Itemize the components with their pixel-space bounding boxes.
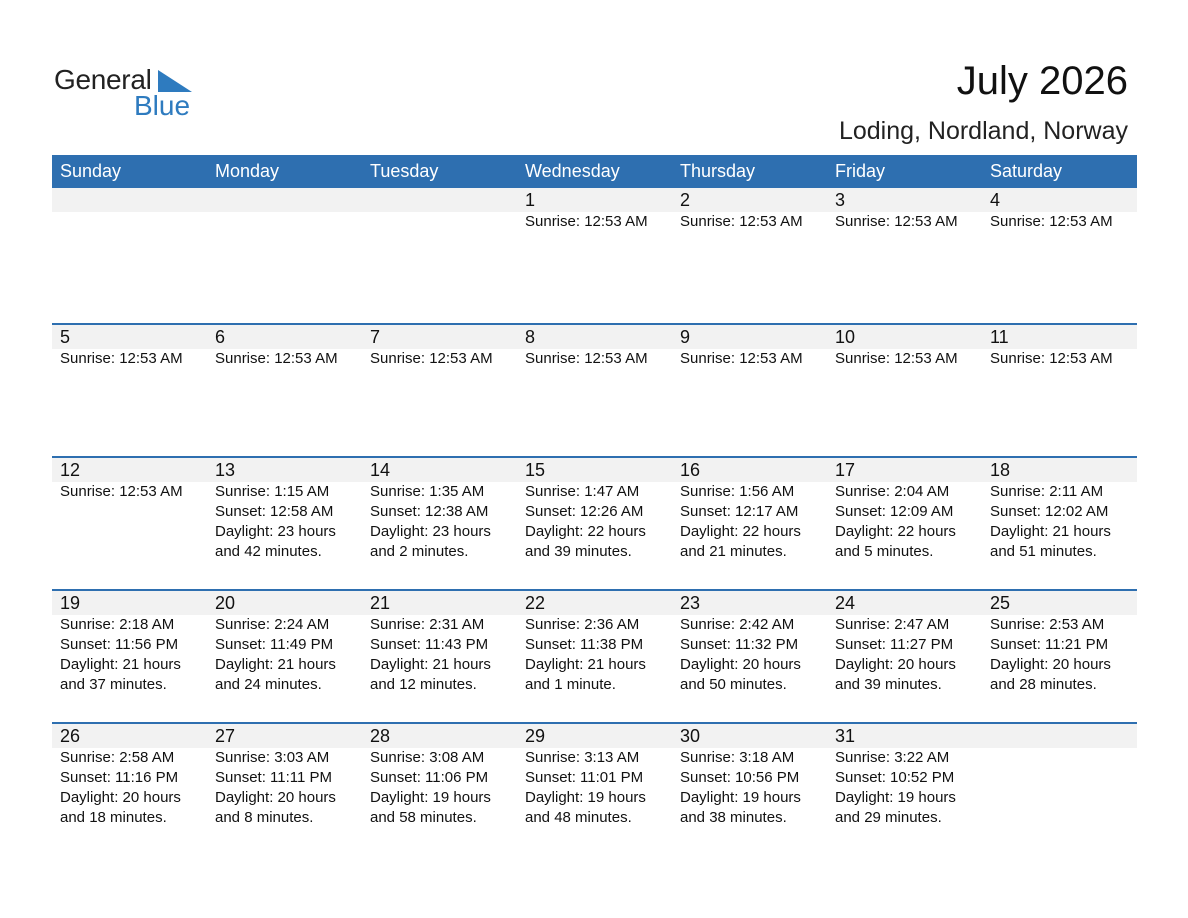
day-sunrise-text: Sunrise: 1:35 AM — [370, 483, 485, 500]
day-number: 28 — [370, 726, 391, 746]
day-sunrise-text: Sunrise: 2:53 AM — [990, 616, 1105, 633]
day-daylight1-text: Daylight: 22 hours — [525, 523, 646, 540]
day-sunset-text: Sunset: 10:56 PM — [680, 769, 800, 786]
day-sunset-text: Sunset: 11:11 PM — [215, 769, 333, 786]
day-cell — [362, 325, 517, 369]
day-sunrise-text: Sunrise: 1:15 AM — [215, 483, 330, 500]
day-number: 11 — [990, 327, 1009, 347]
day-number: 4 — [990, 190, 1001, 210]
day-number: 12 — [60, 460, 81, 480]
day-daylight1-text: Daylight: 20 hours — [990, 656, 1111, 673]
day-sunrise-text: Sunrise: 3:03 AM — [215, 749, 330, 766]
day-daylight2-text: and 48 minutes. — [525, 809, 632, 826]
day-number: 2 — [680, 190, 691, 210]
day-cell — [207, 325, 362, 369]
day-cell — [52, 325, 207, 369]
day-sunrise-text: Sunrise: 12:53 AM — [215, 350, 338, 367]
day-sunrise-text: Sunrise: 2:11 AM — [990, 483, 1104, 500]
day-sunset-text: Sunset: 11:01 PM — [525, 769, 644, 786]
day-number — [370, 188, 517, 212]
day-number: 31 — [835, 726, 856, 746]
day-number — [215, 188, 362, 212]
day-number: 26 — [60, 726, 81, 746]
day-sunset-text: Sunset: 11:32 PM — [680, 636, 799, 653]
day-sunrise-text: Sunrise: 12:53 AM — [835, 350, 958, 367]
day-sunrise-text: Sunrise: 12:53 AM — [60, 483, 183, 500]
day-number: 21 — [370, 593, 391, 613]
weekday-header: Saturday — [990, 161, 1063, 181]
day-number: 14 — [370, 460, 391, 480]
week-cells — [52, 591, 1137, 695]
day-daylight1-text: Daylight: 19 hours — [835, 789, 956, 806]
day-sunrise-text: Sunrise: 12:53 AM — [990, 213, 1113, 230]
day-number: 23 — [680, 593, 701, 613]
day-number: 3 — [835, 190, 846, 210]
day-number: 10 — [835, 327, 856, 347]
day-daylight1-text: Daylight: 23 hours — [370, 523, 491, 540]
logo-triangle-icon — [158, 70, 192, 92]
day-cell — [982, 591, 1137, 695]
day-daylight2-text: and 38 minutes. — [680, 809, 787, 826]
day-daylight2-text: and 29 minutes. — [835, 809, 942, 826]
day-sunrise-text: Sunrise: 12:53 AM — [60, 350, 183, 367]
weekday-header: Friday — [835, 161, 886, 181]
calendar-grid — [52, 155, 1137, 855]
day-daylight1-text: Daylight: 20 hours — [835, 656, 956, 673]
day-cell — [517, 591, 672, 695]
day-sunset-text: Sunset: 12:17 AM — [680, 503, 799, 520]
day-sunset-text: Sunset: 12:26 AM — [525, 503, 644, 520]
day-daylight2-text: and 58 minutes. — [370, 809, 477, 826]
day-cell — [517, 458, 672, 562]
day-sunrise-text: Sunrise: 12:53 AM — [680, 213, 803, 230]
day-cell — [517, 325, 672, 369]
day-number: 24 — [835, 593, 856, 613]
day-sunset-text: Sunset: 11:49 PM — [215, 636, 334, 653]
week-cells — [52, 188, 1137, 232]
day-cell — [827, 724, 982, 828]
day-number: 30 — [680, 726, 701, 746]
weekday-header: Tuesday — [370, 161, 439, 181]
day-cell — [827, 591, 982, 695]
day-cell — [827, 188, 982, 232]
day-cell — [982, 458, 1137, 562]
day-cell — [52, 188, 207, 232]
day-cell — [827, 325, 982, 369]
weekday-header-row — [52, 155, 1137, 188]
day-sunrise-text: Sunrise: 3:08 AM — [370, 749, 485, 766]
day-sunrise-text: Sunrise: 2:36 AM — [525, 616, 640, 633]
day-sunrise-text: Sunrise: 12:53 AM — [525, 213, 648, 230]
day-cell — [982, 188, 1137, 232]
weekday-header: Thursday — [680, 161, 756, 181]
day-number: 13 — [215, 460, 236, 480]
day-cell — [672, 188, 827, 232]
day-sunset-text: Sunset: 11:38 PM — [525, 636, 644, 653]
day-number: 16 — [680, 460, 701, 480]
day-daylight2-text: and 37 minutes. — [60, 676, 167, 693]
day-cell — [207, 188, 362, 232]
day-number: 19 — [60, 593, 81, 613]
day-sunset-text: Sunset: 11:43 PM — [370, 636, 489, 653]
week-cells — [52, 325, 1137, 369]
day-number — [60, 188, 207, 212]
day-sunrise-text: Sunrise: 2:24 AM — [215, 616, 330, 633]
logo-text-general: General — [54, 64, 152, 95]
day-cell — [362, 591, 517, 695]
logo-text-blue: Blue — [134, 90, 191, 121]
day-number: 27 — [215, 726, 236, 746]
day-daylight1-text: Daylight: 19 hours — [370, 789, 491, 806]
day-cell — [982, 325, 1137, 369]
week-row — [52, 323, 1137, 456]
day-cell — [207, 591, 362, 695]
day-daylight2-text: and 50 minutes. — [680, 676, 787, 693]
day-sunset-text: Sunset: 12:38 AM — [370, 503, 489, 520]
day-daylight1-text: Daylight: 21 hours — [215, 656, 336, 673]
day-number: 8 — [525, 327, 536, 347]
day-number: 17 — [835, 460, 856, 480]
day-sunrise-text: Sunrise: 2:58 AM — [60, 749, 175, 766]
day-daylight1-text: Daylight: 20 hours — [60, 789, 181, 806]
day-sunrise-text: Sunrise: 3:13 AM — [525, 749, 640, 766]
day-sunset-text: Sunset: 10:52 PM — [835, 769, 955, 786]
day-daylight2-text: and 42 minutes. — [215, 543, 322, 560]
day-daylight2-text: and 51 minutes. — [990, 543, 1097, 560]
location-subtitle: Loding, Nordland, Norway — [838, 117, 1128, 145]
day-number: 15 — [525, 460, 546, 480]
day-number: 22 — [525, 593, 546, 613]
day-sunset-text: Sunset: 11:56 PM — [60, 636, 179, 653]
day-daylight2-text: and 24 minutes. — [215, 676, 322, 693]
day-sunrise-text: Sunrise: 12:53 AM — [525, 350, 648, 367]
day-sunrise-text: Sunrise: 12:53 AM — [835, 213, 958, 230]
day-sunrise-text: Sunrise: 12:53 AM — [680, 350, 803, 367]
day-number — [990, 724, 1137, 748]
page-title: July 2026 — [956, 59, 1128, 103]
day-number: 7 — [370, 327, 381, 347]
week-row — [52, 589, 1137, 722]
day-sunrise-text: Sunrise: 2:04 AM — [835, 483, 950, 500]
week-cells — [52, 458, 1137, 562]
day-sunrise-text: Sunrise: 1:47 AM — [525, 483, 640, 500]
day-daylight2-text: and 28 minutes. — [990, 676, 1097, 693]
day-cell — [362, 188, 517, 232]
day-cell — [827, 458, 982, 562]
day-daylight1-text: Daylight: 20 hours — [215, 789, 336, 806]
brand-logo — [54, 64, 194, 120]
day-number: 9 — [680, 327, 691, 347]
day-sunset-text: Sunset: 12:09 AM — [835, 503, 954, 520]
day-cell — [207, 724, 362, 828]
day-number: 20 — [215, 593, 236, 613]
day-daylight1-text: Daylight: 21 hours — [60, 656, 181, 673]
day-cell — [517, 188, 672, 232]
day-sunrise-text: Sunrise: 12:53 AM — [370, 350, 493, 367]
day-number: 5 — [60, 327, 71, 347]
day-daylight2-text: and 8 minutes. — [215, 809, 314, 826]
day-daylight2-text: and 18 minutes. — [60, 809, 167, 826]
day-cell — [672, 591, 827, 695]
day-sunrise-text: Sunrise: 3:22 AM — [835, 749, 950, 766]
day-cell — [672, 724, 827, 828]
day-sunrise-text: Sunrise: 3:18 AM — [680, 749, 795, 766]
day-sunrise-text: Sunrise: 1:56 AM — [680, 483, 795, 500]
day-sunset-text: Sunset: 11:06 PM — [370, 769, 489, 786]
day-daylight2-text: and 12 minutes. — [370, 676, 477, 693]
day-daylight1-text: Daylight: 21 hours — [370, 656, 491, 673]
week-row — [52, 188, 1137, 323]
day-sunrise-text: Sunrise: 12:53 AM — [990, 350, 1113, 367]
day-cell — [52, 591, 207, 695]
day-sunset-text: Sunset: 11:21 PM — [990, 636, 1109, 653]
day-number: 25 — [990, 593, 1011, 613]
weekday-header: Sunday — [60, 161, 122, 181]
day-daylight2-text: and 39 minutes. — [835, 676, 942, 693]
day-sunset-text: Sunset: 12:58 AM — [215, 503, 334, 520]
day-sunrise-text: Sunrise: 2:42 AM — [680, 616, 795, 633]
day-daylight1-text: Daylight: 21 hours — [990, 523, 1111, 540]
day-daylight1-text: Daylight: 21 hours — [525, 656, 646, 673]
day-sunset-text: Sunset: 11:27 PM — [835, 636, 954, 653]
day-number: 29 — [525, 726, 546, 746]
weekday-header: Monday — [215, 161, 280, 181]
day-cell — [362, 458, 517, 562]
week-cells — [52, 724, 1137, 828]
day-daylight1-text: Daylight: 20 hours — [680, 656, 801, 673]
week-row — [52, 456, 1137, 589]
weeks-container — [52, 188, 1137, 855]
day-cell — [672, 458, 827, 562]
day-number: 1 — [525, 190, 536, 210]
day-cell — [52, 458, 207, 562]
day-sunrise-text: Sunrise: 2:47 AM — [835, 616, 950, 633]
day-daylight1-text: Daylight: 22 hours — [835, 523, 956, 540]
day-daylight2-text: and 21 minutes. — [680, 543, 787, 560]
day-number: 6 — [215, 327, 226, 347]
week-row — [52, 722, 1137, 855]
day-daylight1-text: Daylight: 19 hours — [680, 789, 801, 806]
day-daylight2-text: and 5 minutes. — [835, 543, 934, 560]
day-number: 18 — [990, 460, 1011, 480]
day-cell — [517, 724, 672, 828]
day-sunset-text: Sunset: 11:16 PM — [60, 769, 179, 786]
day-daylight1-text: Daylight: 19 hours — [525, 789, 646, 806]
day-cell — [672, 325, 827, 369]
day-daylight2-text: and 2 minutes. — [370, 543, 469, 560]
day-cell — [207, 458, 362, 562]
day-daylight2-text: and 39 minutes. — [525, 543, 632, 560]
day-sunrise-text: Sunrise: 2:31 AM — [370, 616, 485, 633]
weekday-header: Wednesday — [525, 161, 620, 181]
day-cell — [52, 724, 207, 828]
day-cell — [982, 724, 1137, 828]
day-daylight2-text: and 1 minute. — [525, 676, 616, 693]
day-daylight1-text: Daylight: 22 hours — [680, 523, 801, 540]
day-cell — [362, 724, 517, 828]
day-sunrise-text: Sunrise: 2:18 AM — [60, 616, 175, 633]
day-sunset-text: Sunset: 12:02 AM — [990, 503, 1109, 520]
day-daylight1-text: Daylight: 23 hours — [215, 523, 336, 540]
